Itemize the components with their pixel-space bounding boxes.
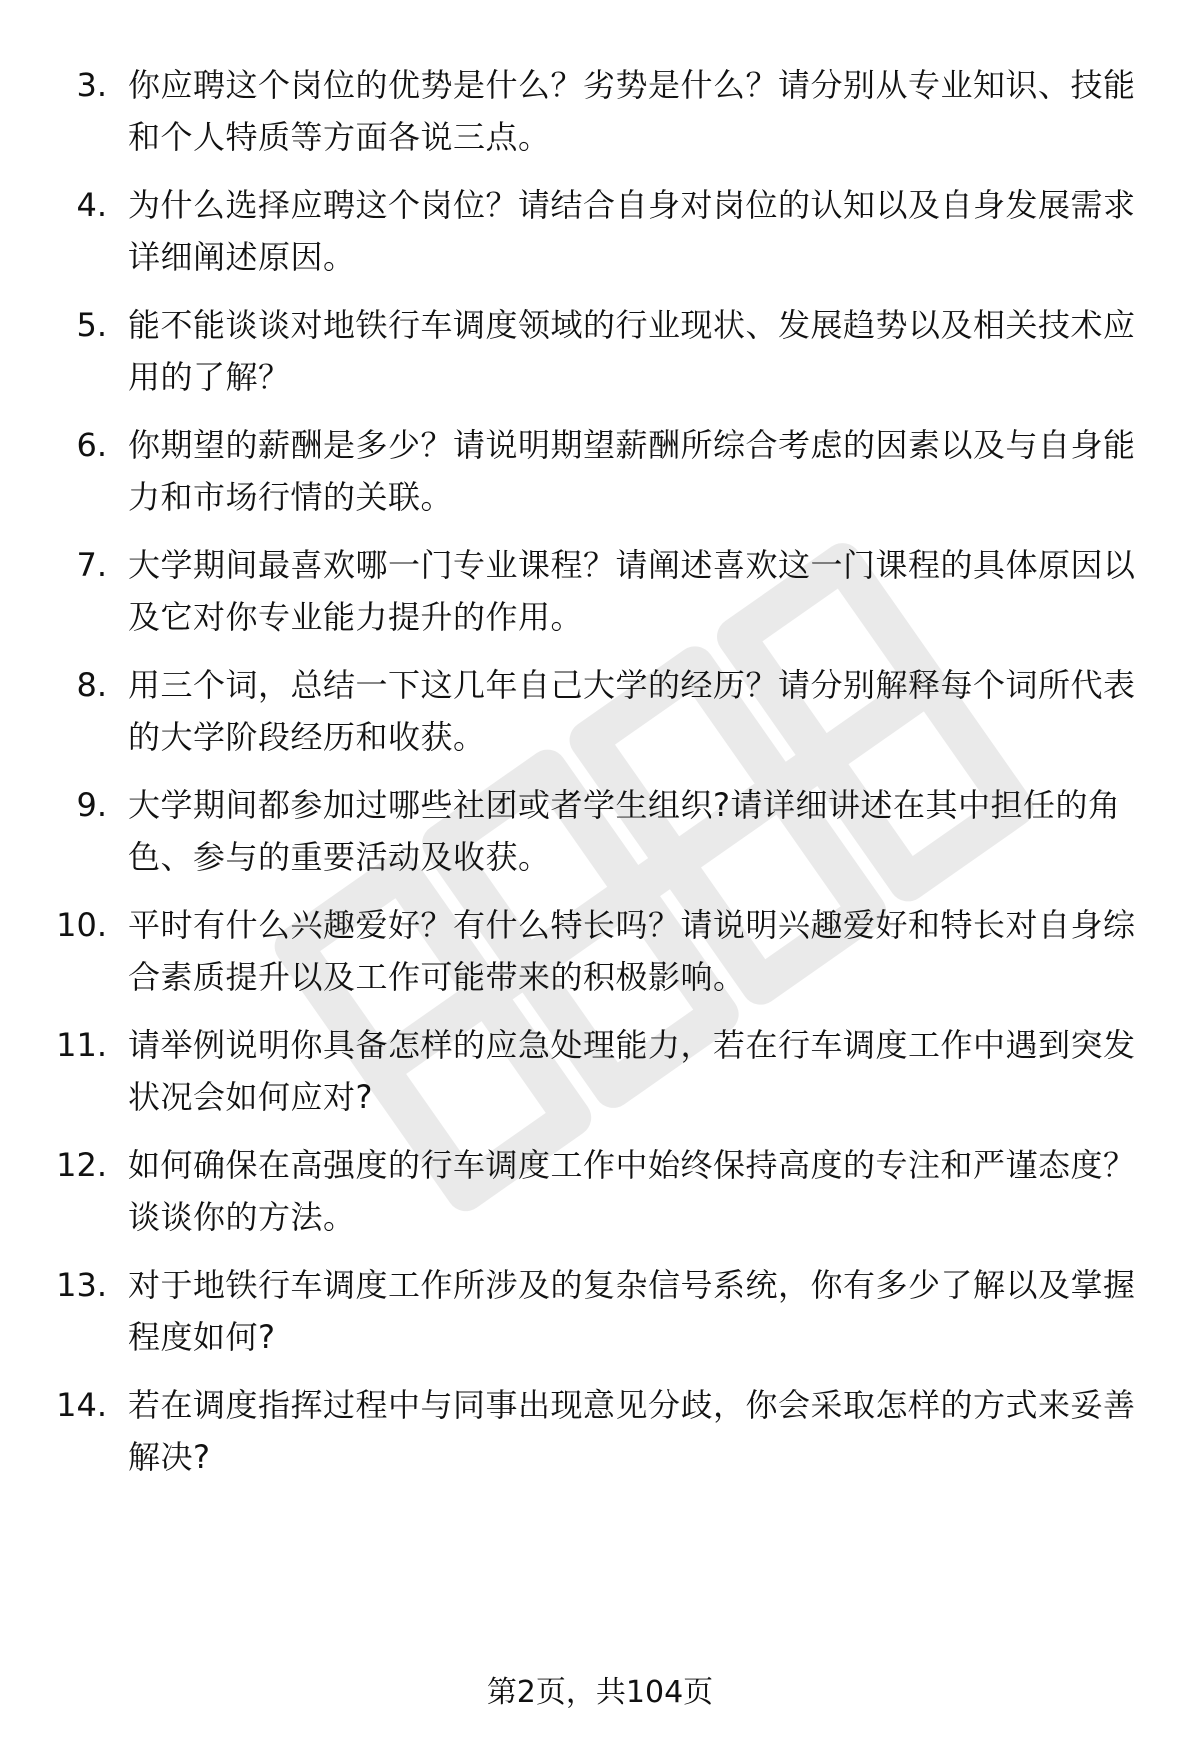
question-number: 9. [76,786,107,824]
question-text: 对于地铁行车调度工作所涉及的复杂信号系统，你有多少了解以及掌握程度如何? [128,1266,1136,1356]
question-number: 7. [76,546,107,584]
question-text: 能不能谈谈对地铁行车调度领域的行业现状、发展趋势以及相关技术应用的了解？ [128,306,1136,396]
question-text: 你应聘这个岗位的优势是什么？劣势是什么？请分别从专业知识、技能和个人特质等方面各说三点。 [128,66,1136,156]
question-list [0,55,1200,1495]
question-item [0,1375,1200,1495]
question-number: 10. [56,906,107,944]
question-text: 平时有什么兴趣爱好？有什么特长吗？请说明兴趣爱好和特长对自身综合素质提升以及工作可能带来的积极影响。 [128,906,1136,996]
question-text: 你期望的薪酬是多少？请说明期望薪酬所综合考虑的因素以及与自身能力和市场行情的关联。 [128,426,1136,516]
question-item [0,535,1200,655]
question-item [0,1255,1200,1375]
question-number: 4. [76,186,107,224]
question-text: 大学期间都参加过哪些社团或者学生组织?请详细讲述在其中担任的角色、参与的重要活动及收获。 [128,786,1121,876]
question-item [0,775,1200,895]
page-footer: 第2页，共104页 [486,1675,714,1710]
question-item [0,55,1200,175]
question-number: 13. [56,1266,107,1304]
question-text: 请举例说明你具备怎样的应急处理能力，若在行车调度工作中遇到突发状况会如何应对? [128,1026,1136,1116]
question-number: 5. [76,306,107,344]
question-item [0,175,1200,295]
question-text: 大学期间最喜欢哪一门专业课程？请阐述喜欢这一门课程的具体原因以及它对你专业能力提升的作用。 [128,546,1136,636]
question-number: 12. [56,1146,107,1184]
question-number: 11. [56,1026,107,1064]
question-text: 若在调度指挥过程中与同事出现意见分歧，你会采取怎样的方式来妥善解决? [128,1386,1136,1476]
question-number: 8. [76,666,107,704]
question-item [0,1015,1200,1135]
question-text: 如何确保在高强度的行车调度工作中始终保持高度的专注和严谨态度？谈谈你的方法。 [128,1146,1136,1236]
question-item [0,1135,1200,1255]
question-item [0,415,1200,535]
question-number: 6. [76,426,107,464]
question-text: 为什么选择应聘这个岗位？请结合自身对岗位的认知以及自身发展需求详细阐述原因。 [128,186,1136,276]
question-item [0,895,1200,1015]
question-item [0,655,1200,775]
question-number: 14. [56,1386,107,1424]
question-number: 3. [76,66,107,104]
question-text: 用三个词，总结一下这几年自己大学的经历？请分别解释每个词所代表的大学阶段经历和收获。 [128,666,1136,756]
question-item [0,295,1200,415]
